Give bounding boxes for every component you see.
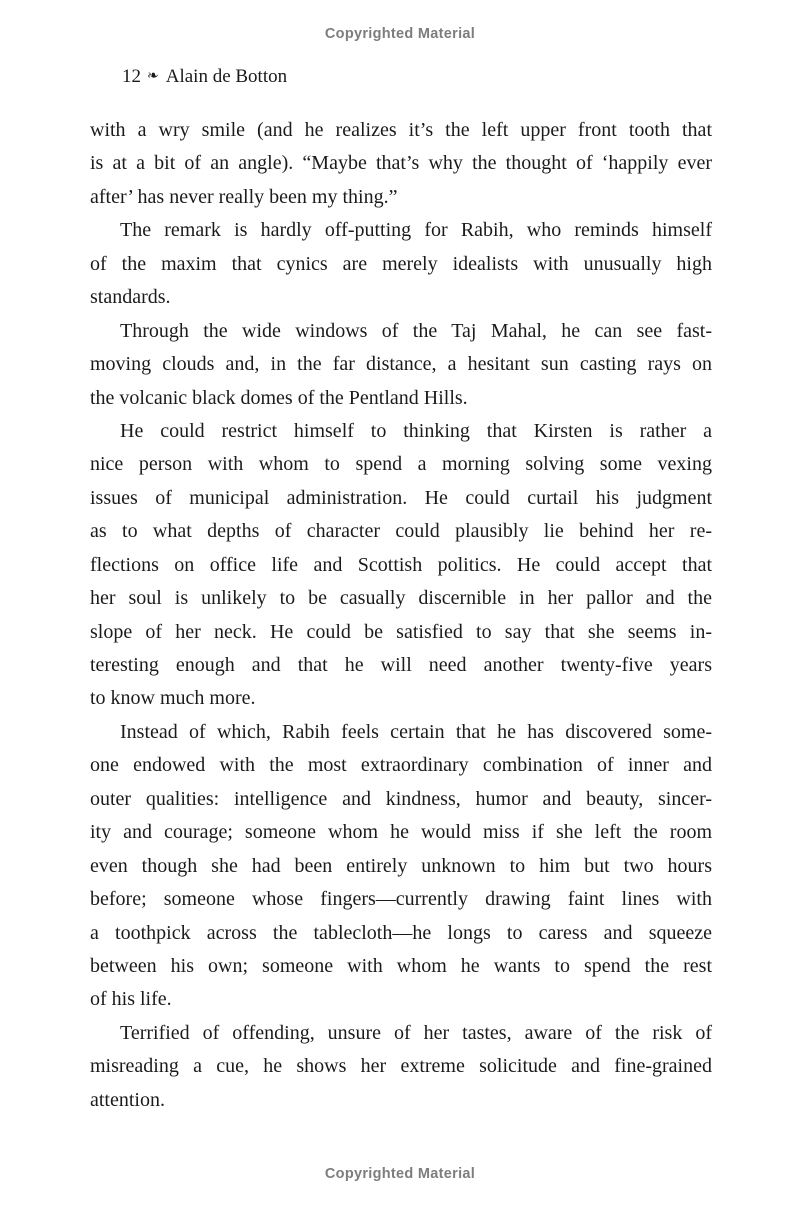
text-line: after’ has never really been my thing.” (90, 185, 398, 208)
text-line: standards. (90, 286, 171, 309)
text-line: The remark is hardly off-putting for Rabih, who reminds himself (120, 219, 712, 242)
text-line: moving clouds and, in the far distance, a hesitant sun casting rays on (90, 353, 712, 376)
page-number: 12 (122, 66, 141, 87)
text-line: of the maxim that cynics are merely idealists with unusually high (90, 252, 712, 275)
text-line: her soul is unlikely to be casually discernible in her pallor and the (90, 587, 712, 610)
text-line: nice person with whom to spend a morning solving some vexing (90, 453, 712, 476)
text-line: Instead of which, Rabih feels certain that he has discovered some- (120, 720, 712, 743)
text-line: between his own; someone with whom he wants to spend the rest (90, 954, 712, 977)
text-line: as to what depths of character could plausibly lie behind her re- (90, 520, 712, 543)
body-text (90, 114, 712, 1117)
text-line: attention. (90, 1088, 165, 1111)
fleuron-ornament-icon: ❧ (147, 69, 159, 84)
text-line: one endowed with the most extraordinary combination of inner and (90, 754, 712, 777)
text-line: Terrified of offending, unsure of her tastes, aware of the risk of (120, 1021, 712, 1044)
text-line: outer qualities: intelligence and kindness, humor and beauty, sincer- (90, 787, 712, 810)
running-header (122, 66, 287, 88)
copyright-notice-bottom: Copyrighted Material (324, 1166, 476, 1182)
text-line: a toothpick across the tablecloth—he longs to caress and squeeze (90, 921, 712, 944)
text-line: before; someone whose fingers—currently drawing faint lines with (90, 888, 712, 911)
text-line: teresting enough and that he will need another twenty-five years (90, 654, 712, 676)
author-name: Alain de Botton (165, 66, 288, 87)
text-line: is at a bit of an angle). “Maybe that’s why the thought of ‘happily ever (90, 152, 712, 175)
text-line: misreading a cue, he shows her extreme solicitude and fine-grained (90, 1055, 712, 1078)
text-line: even though she had been entirely unknown to him but two hours (90, 854, 712, 877)
text-line: to know much more. (90, 687, 256, 710)
text-line: ity and courage; someone whom he would miss if she left the room (90, 821, 712, 844)
text-line: flections on office life and Scottish politics. He could accept that (90, 553, 712, 576)
text-line: slope of her neck. He could be satisfied to say that she seems in- (90, 620, 712, 643)
text-line: the volcanic black domes of the Pentland Hills. (90, 386, 468, 409)
copyright-notice-top: Copyrighted Material (324, 26, 476, 42)
text-line: of his life. (90, 988, 172, 1011)
text-line: Through the wide windows of the Taj Mahal, he can see fast- (120, 319, 712, 342)
text-line: He could restrict himself to thinking that Kirsten is rather a (120, 419, 712, 442)
text-line: with a wry smile (and he realizes it’s the left upper front tooth that (90, 119, 712, 141)
text-line: issues of municipal administration. He could curtail his judgment (90, 486, 712, 509)
